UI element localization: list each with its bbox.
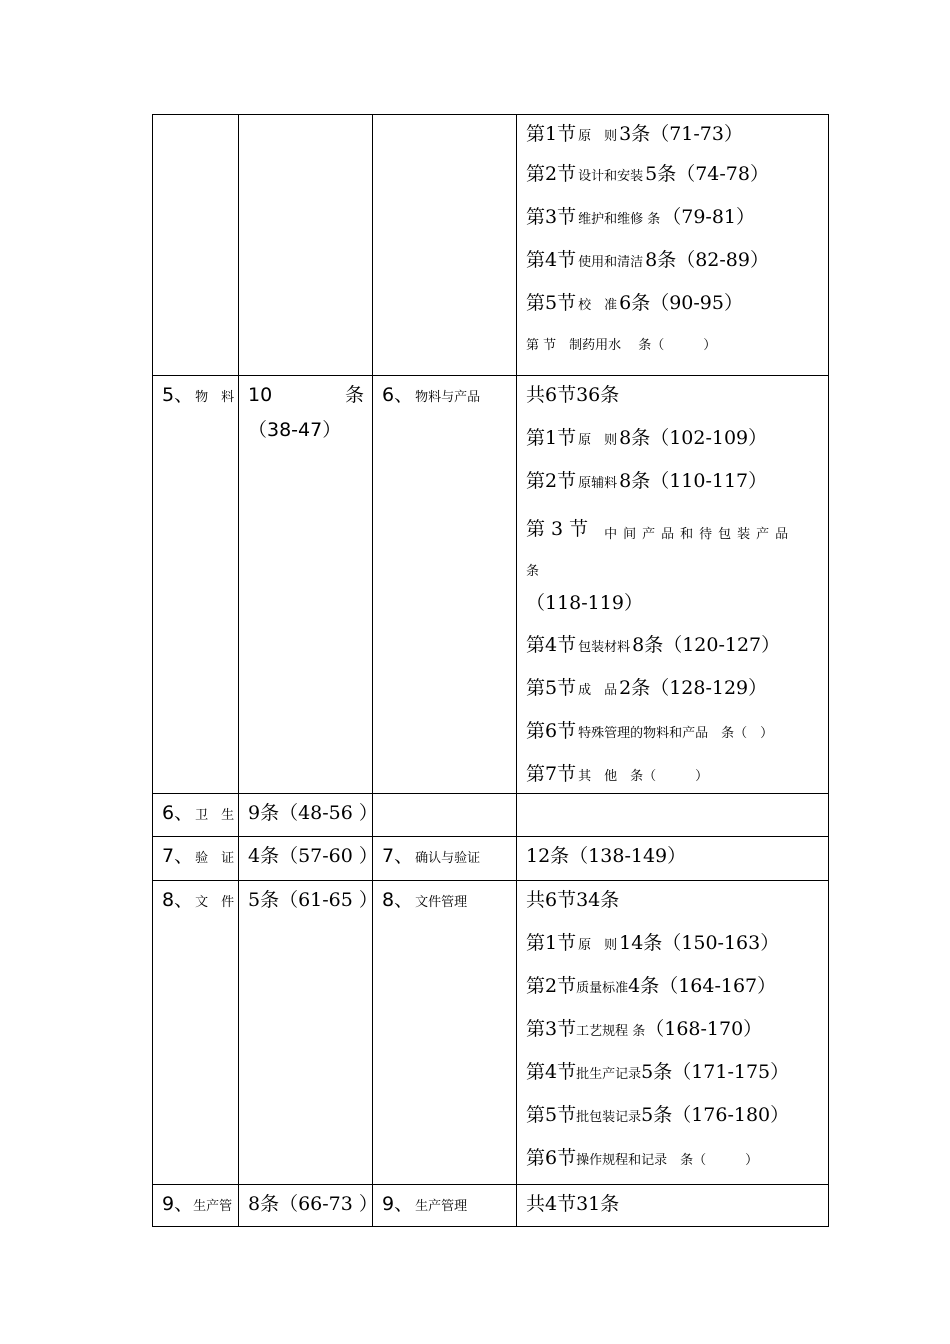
list-item: 第 节 制药用水 条（ ） <box>526 338 717 353</box>
row-label: 8、 文 件 <box>162 889 235 911</box>
table-cell <box>153 881 239 1185</box>
list-item: 第6节 特殊管理的物料和产品 条（ ） <box>526 720 774 742</box>
table-cell <box>239 837 378 881</box>
table-cell <box>239 115 373 376</box>
chapter-label: 9、 生产管理 <box>382 1193 468 1215</box>
section-summary: 共6节34条 <box>526 889 620 911</box>
list-item: 第4节 包装材料 8条（120-127） <box>526 634 781 656</box>
table-cell <box>239 376 373 794</box>
section-summary: 共4节31条 <box>526 1193 620 1215</box>
list-item: 第6节 操作规程和记录 条（ ） <box>526 1147 759 1169</box>
table-cell <box>517 1185 829 1227</box>
list-item: 第5节 校 准 6条（90-95） <box>526 292 743 314</box>
table-cell <box>239 1185 378 1227</box>
list-item: 第 3 节 中间产品和待包装产品 条 （118-119） <box>526 518 814 614</box>
table-row <box>153 1185 829 1227</box>
table-cell <box>153 115 239 376</box>
article-count: 8条（66-73 ） <box>248 1193 378 1215</box>
row-label: 6、 卫 生 <box>162 802 235 824</box>
table-row <box>153 881 829 1185</box>
table-cell <box>517 794 829 837</box>
table-cell <box>153 1185 239 1227</box>
row-label: 9、 生产管 <box>162 1193 233 1215</box>
article-count: 12条（138-149） <box>526 845 687 867</box>
regulation-comparison-table <box>152 114 829 1227</box>
list-item: 第1节 原 则 8条（102-109） <box>526 427 768 449</box>
list-item: 第2节 设计和安装 5条（74-78） <box>526 163 769 185</box>
section-list-cell <box>517 881 829 1185</box>
table-cell <box>517 837 829 881</box>
list-item: 第3节 维护和维修 条 （79-81） <box>526 206 756 228</box>
table-cell <box>239 881 378 1185</box>
table-cell <box>373 881 517 1185</box>
article-count: 9条（48-56 ） <box>248 802 378 824</box>
list-item: 第3节 工艺规程 条 （168-170） <box>526 1018 763 1040</box>
table-cell <box>373 115 517 376</box>
article-count: 4条（57-60 ） <box>248 845 378 867</box>
table-cell <box>373 794 517 837</box>
list-item: 第7节 其 他 条（ ） <box>526 763 709 785</box>
table-cell <box>153 376 239 794</box>
section-list-cell <box>517 376 829 794</box>
list-item: 第4节 批生产记录 5条（171-175） <box>526 1061 790 1083</box>
row-label: 5、 物 料 <box>162 384 235 406</box>
list-item: 第4节 使用和清洁 8条（82-89） <box>526 249 769 271</box>
table-cell <box>153 837 239 881</box>
article-count: 10 条 <box>248 384 364 406</box>
section-summary: 共6节36条 <box>526 384 620 406</box>
list-item: 第5节 批包装记录 5条（176-180） <box>526 1104 790 1126</box>
table-row <box>153 115 829 376</box>
article-count: 5条（61-65 ） <box>248 889 378 911</box>
table-row <box>153 376 829 794</box>
table-cell <box>239 794 378 837</box>
list-item: 第1节 原 则 14条（150-163） <box>526 932 780 954</box>
table-row <box>153 794 829 837</box>
section-list-cell <box>517 115 829 376</box>
list-item: 第2节 原辅料 8条（110-117） <box>526 470 768 492</box>
list-item: 第1节 原 则 3条（71-73） <box>526 123 743 145</box>
table-cell <box>373 1185 517 1227</box>
table-row <box>153 837 829 881</box>
article-range: （38-47） <box>248 419 342 441</box>
list-item: 第5节 成 品 2条（128-129） <box>526 677 768 699</box>
table-cell <box>373 837 517 881</box>
chapter-label: 8、 文件管理 <box>382 889 468 911</box>
row-label: 7、 验 证 <box>162 845 235 867</box>
table-cell <box>153 794 239 837</box>
list-item: 第2节 质量标准 4条（164-167） <box>526 975 777 997</box>
table-cell <box>373 376 517 794</box>
chapter-label: 7、 确认与验证 <box>382 845 481 867</box>
chapter-label: 6、 物料与产品 <box>382 384 481 406</box>
